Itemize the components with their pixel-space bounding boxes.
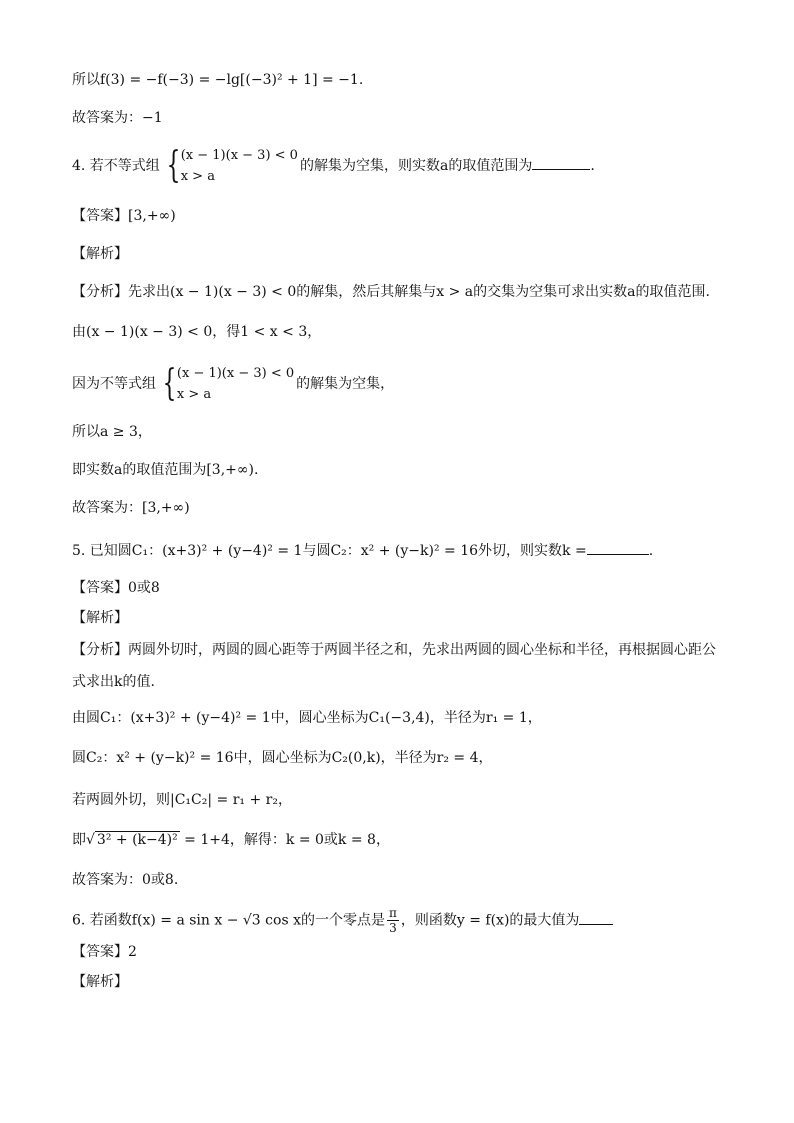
text-line: 即实数a的取值范围为[3,+∞). xyxy=(72,462,259,478)
answer-label: 【答案】[3,+∞) xyxy=(72,208,176,224)
question-4 xyxy=(72,146,595,186)
text-line xyxy=(72,830,390,850)
question-5 xyxy=(72,540,653,561)
text-line: 由(x − 1)(x − 3) < 0，得1 < x < 3， xyxy=(72,324,322,340)
q6-text: 6. 若函数f(x) = a sin x − √3 cos x的一个零点是 xyxy=(72,912,385,929)
analysis-text: 【分析】先求出(x − 1)(x − 3) < 0的解集，然后其解集与x > a的交集为空集可求出实数a的取值范围. xyxy=(72,284,710,300)
answer-blank xyxy=(579,910,613,925)
square-root: √ 3² + (k−4)² xyxy=(86,832,178,848)
analysis-label: 【解析】 xyxy=(72,610,128,626)
text-line: 故答案为：[3,+∞) xyxy=(72,500,190,516)
inequality-system xyxy=(162,146,298,186)
analysis-label: 【解析】 xyxy=(72,974,128,990)
analysis-text: 式求出k的值. xyxy=(72,674,155,690)
q4-suffix: 的解集为空集，则实数a的取值范围为 xyxy=(299,158,533,174)
denominator: 3 xyxy=(389,921,397,935)
text-line xyxy=(72,364,394,404)
text-span: 的解集为空集， xyxy=(296,376,395,392)
text-line: 故答案为：−1 xyxy=(72,110,163,126)
period: . xyxy=(590,158,595,174)
q6-text: ，则函数y = f(x)的最大值为 xyxy=(400,912,580,929)
numerator: π xyxy=(388,906,397,920)
brace-symbol: { xyxy=(166,145,181,186)
system-row: (x − 1)(x − 3) < 0 xyxy=(180,148,298,163)
answer-blank xyxy=(532,155,590,170)
q4-prefix: 4. 若不等式组 xyxy=(72,158,160,174)
system-row: x > a xyxy=(176,387,212,402)
text-line: 由圆C₁：(x+3)² + (y−4)² = 1中，圆心坐标为C₁(−3,4)，半径为r₁ = 1， xyxy=(72,710,542,726)
system-row: x > a xyxy=(180,169,215,184)
analysis-text: 【分析】两圆外切时，两圆的圆心距等于两圆半径之和，先求出两圆的圆心坐标和半径，再根据圆心距公 xyxy=(72,642,716,658)
text-span: 即 xyxy=(72,832,86,848)
question-6 xyxy=(72,906,613,935)
text-line: 所以f(3) = −f(−3) = −lg[(−3)² + 1] = −1. xyxy=(72,72,364,88)
text-line: 故答案为：0或8. xyxy=(72,872,179,888)
brace-symbol: { xyxy=(162,363,177,404)
answer-label: 【答案】0或8 xyxy=(72,580,160,596)
system-row: (x − 1)(x − 3) < 0 xyxy=(176,366,295,381)
answer-label: 【答案】2 xyxy=(72,944,137,960)
text-line: 若两圆外切，则|C₁C₂| = r₁ + r₂， xyxy=(72,792,292,808)
answer-blank xyxy=(587,540,649,555)
period: . xyxy=(648,543,654,559)
text-line: 圆C₂：x² + (y−k)² = 16中，圆心坐标为C₂(0,k)，半径为r₂ = 4， xyxy=(72,750,493,766)
text-line: 所以a ≥ 3， xyxy=(72,424,152,440)
fraction xyxy=(387,906,399,935)
text-span: = 1+4，解得：k = 0或k = 8， xyxy=(179,832,390,848)
radicand: 3² + (k−4)² xyxy=(96,832,178,848)
inequality-system xyxy=(158,364,294,404)
q5-text: 5. 已知圆C₁：(x+3)² + (y−4)² = 1与圆C₂：x² + (y−k)² = 16外切，则实数k = xyxy=(72,543,587,559)
analysis-label: 【解析】 xyxy=(72,246,128,262)
text-span: 因为不等式组 xyxy=(72,376,156,392)
